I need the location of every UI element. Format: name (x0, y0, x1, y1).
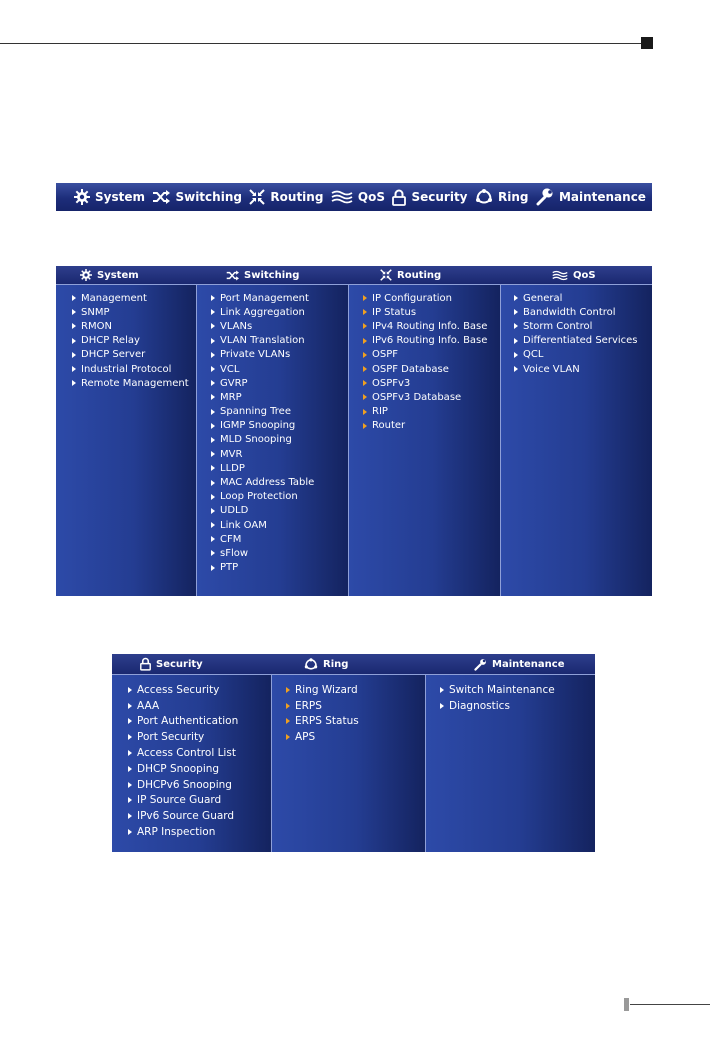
nav-maintenance[interactable] (536, 188, 646, 206)
menu-item[interactable] (211, 305, 348, 319)
menu-item-label: VCL (220, 363, 240, 375)
menu-item[interactable] (211, 405, 348, 419)
menu-item-label: SNMP (81, 306, 110, 318)
arrow-right-icon (128, 734, 132, 740)
nav-label: Ring (497, 190, 529, 204)
menu-item[interactable] (363, 405, 500, 419)
nav-label: Maintenance (558, 190, 646, 204)
menu-item[interactable] (211, 561, 348, 575)
arrow-right-icon (211, 508, 215, 514)
main-navbar (56, 183, 652, 211)
panel-header (56, 266, 652, 285)
arrow-right-icon (128, 703, 132, 709)
menu-item-label: IP Source Guard (137, 794, 222, 807)
arrow-right-icon (514, 295, 518, 301)
menu-item[interactable] (440, 698, 595, 714)
header-square-marker (641, 37, 653, 49)
arrow-right-icon (128, 782, 132, 788)
menu-item-label: Differentiated Services (523, 335, 638, 347)
menu-item-label: DHCP Relay (81, 335, 140, 347)
arrow-right-icon (440, 703, 444, 709)
security-menu-list (128, 675, 271, 840)
header-maintenance[interactable] (474, 654, 565, 674)
menu-item-label: IP Status (372, 306, 417, 318)
wrench-icon (536, 188, 554, 206)
menu-item-label: GVRP (220, 377, 248, 389)
menu-item[interactable] (72, 319, 196, 333)
menu-item-label: Private VLANs (220, 349, 291, 361)
header-label: QoS (573, 269, 596, 281)
footer-rule (630, 1004, 710, 1005)
menu-item-label: Port Management (220, 292, 309, 304)
menu-item[interactable] (72, 348, 196, 362)
menu-item-label: MLD Snooping (220, 434, 292, 446)
arrow-right-icon (211, 423, 215, 429)
menu-item[interactable] (211, 518, 348, 532)
menu-item-label: Link OAM (220, 519, 267, 531)
menu-panel-system-switching-routing-qos (56, 266, 652, 596)
arrow-right-icon (363, 409, 367, 415)
menu-item[interactable] (363, 305, 500, 319)
menu-item[interactable] (211, 433, 348, 447)
arrow-right-icon (211, 295, 215, 301)
arrow-right-icon (363, 380, 367, 386)
column-system (56, 285, 197, 596)
menu-item[interactable] (363, 362, 500, 376)
menu-item[interactable] (211, 447, 348, 461)
arrow-right-icon (363, 423, 367, 429)
menu-item[interactable] (211, 334, 348, 348)
arrow-right-icon (211, 394, 215, 400)
menu-item-label: Storm Control (523, 320, 593, 332)
arrow-right-icon (72, 338, 76, 344)
arrow-right-icon (211, 352, 215, 358)
arrow-right-icon (211, 409, 215, 415)
nav-label: Routing (270, 190, 324, 204)
system-menu-list (72, 285, 196, 390)
menu-item-label: ERPS (295, 699, 322, 712)
menu-item[interactable] (363, 319, 500, 333)
menu-item-label: Management (81, 292, 147, 304)
menu-item-label: AAA (137, 699, 160, 712)
column-switching (197, 285, 349, 596)
arrow-right-icon (286, 687, 290, 693)
arrow-right-icon (211, 380, 215, 386)
menu-item[interactable] (128, 824, 271, 840)
menu-item[interactable] (211, 532, 348, 546)
gear-icon (80, 269, 92, 281)
menu-item[interactable] (128, 777, 271, 793)
arrow-right-icon (72, 323, 76, 329)
switching-menu-list (211, 285, 348, 575)
arrow-right-icon (72, 366, 76, 372)
menu-item-label: Link Aggregation (220, 306, 305, 318)
arrow-right-icon (211, 338, 215, 344)
qos-menu-list (514, 285, 652, 376)
menu-item[interactable] (286, 698, 425, 714)
menu-item-label: CFM (220, 533, 242, 545)
arrow-right-icon (211, 465, 215, 471)
menu-item[interactable] (514, 348, 652, 362)
arrow-right-icon (211, 437, 215, 443)
menu-item-label: Port Security (137, 731, 205, 744)
arrow-right-icon (128, 829, 132, 835)
nav-label: Switching (175, 190, 242, 204)
header-system[interactable] (80, 266, 139, 284)
arrow-right-icon (72, 309, 76, 315)
menu-item-label: OSPF (372, 349, 399, 361)
panel-header (112, 654, 595, 675)
maintenance-menu-list (440, 675, 595, 714)
menu-item[interactable] (128, 761, 271, 777)
header-label: Security (156, 658, 203, 670)
header-qos[interactable] (552, 266, 596, 284)
menu-item[interactable] (363, 376, 500, 390)
menu-item[interactable] (211, 376, 348, 390)
arrow-right-icon (286, 718, 290, 724)
header-security[interactable] (140, 654, 203, 674)
menu-item[interactable] (286, 682, 425, 698)
column-ring (272, 675, 426, 852)
menu-item-label: LLDP (220, 462, 245, 474)
arrow-right-icon (211, 494, 215, 500)
menu-item-label: IPv4 Routing Info. Base (372, 320, 488, 332)
menu-item-label: Spanning Tree (220, 406, 291, 418)
header-label: Maintenance (492, 658, 565, 670)
menu-item-label: Router (372, 420, 406, 432)
arrow-right-icon (128, 813, 132, 819)
menu-item-label: Access Control List (137, 747, 236, 760)
arrow-right-icon (363, 323, 367, 329)
arrow-right-icon (211, 323, 215, 329)
arrow-right-icon (440, 687, 444, 693)
arrow-right-icon (211, 480, 215, 486)
arrow-right-icon (72, 352, 76, 358)
menu-item-label: DHCP Snooping (137, 762, 220, 775)
arrows-cross-icon (226, 270, 239, 281)
arrow-right-icon (128, 750, 132, 756)
menu-item-label: OSPFv3 (372, 377, 411, 389)
menu-item[interactable] (211, 490, 348, 504)
menu-item[interactable] (128, 808, 271, 824)
header-label: Switching (244, 269, 300, 281)
arrow-right-icon (286, 703, 290, 709)
menu-item[interactable] (211, 419, 348, 433)
header-label: System (97, 269, 139, 281)
menu-item-label: Voice VLAN (523, 363, 580, 375)
menu-item-label: Access Security (137, 683, 220, 696)
gear-icon (74, 189, 90, 205)
arrow-right-icon (363, 309, 367, 315)
arrow-right-icon (211, 309, 215, 315)
menu-item-label: PTP (220, 562, 239, 574)
menu-item-label: RMON (81, 320, 112, 332)
menu-item[interactable] (211, 475, 348, 489)
lock-icon (140, 657, 151, 671)
nav-label: Security (411, 190, 468, 204)
ring-icon (304, 658, 318, 671)
menu-item[interactable] (363, 390, 500, 404)
nav-qos[interactable] (331, 190, 385, 204)
menu-item[interactable] (72, 334, 196, 348)
menu-item[interactable] (363, 348, 500, 362)
menu-panel-security-ring-maintenance (112, 654, 595, 852)
arrow-right-icon (286, 734, 290, 740)
column-security (112, 675, 272, 852)
header-rule (0, 43, 644, 44)
menu-item-label: Ring Wizard (295, 683, 358, 696)
arrow-right-icon (363, 338, 367, 344)
menu-item[interactable] (128, 698, 271, 714)
menu-item[interactable] (211, 390, 348, 404)
arrow-right-icon (72, 380, 76, 386)
arrows-cross-icon (152, 190, 170, 204)
menu-item[interactable] (514, 334, 652, 348)
arrow-right-icon (128, 797, 132, 803)
menu-item-label: Remote Management (81, 377, 189, 389)
menu-item-label: MAC Address Table (220, 477, 315, 489)
menu-item[interactable] (128, 793, 271, 809)
nav-system[interactable] (74, 189, 145, 205)
menu-item[interactable] (128, 729, 271, 745)
menu-item-label: MRP (220, 391, 242, 403)
ring-menu-list (286, 675, 425, 745)
menu-item[interactable] (128, 714, 271, 730)
arrow-right-icon (514, 352, 518, 358)
menu-item[interactable] (72, 376, 196, 390)
footer-marker (624, 998, 629, 1011)
arrow-right-icon (128, 718, 132, 724)
menu-item[interactable] (286, 729, 425, 745)
menu-item[interactable] (211, 461, 348, 475)
arrow-right-icon (211, 565, 215, 571)
arrow-right-icon (211, 550, 215, 556)
arrow-right-icon (211, 451, 215, 457)
nav-security[interactable] (392, 189, 467, 206)
ring-icon (475, 189, 493, 205)
menu-item-label: RIP (372, 406, 388, 418)
menu-item-label: UDLD (220, 505, 249, 517)
menu-item[interactable] (514, 305, 652, 319)
arrow-right-icon (363, 295, 367, 301)
waves-icon (331, 190, 353, 204)
menu-item[interactable] (514, 319, 652, 333)
menu-item[interactable] (363, 291, 500, 305)
menu-item[interactable] (211, 546, 348, 560)
menu-item[interactable] (440, 682, 595, 698)
nav-ring[interactable] (475, 189, 529, 205)
menu-item[interactable] (363, 334, 500, 348)
nav-switching[interactable] (152, 190, 241, 204)
arrow-right-icon (211, 366, 215, 372)
menu-item[interactable] (72, 291, 196, 305)
arrow-right-icon (514, 338, 518, 344)
arrow-right-icon (211, 536, 215, 542)
waves-icon (552, 270, 568, 281)
menu-item[interactable] (514, 362, 652, 376)
menu-item-label: DHCPv6 Snooping (137, 778, 232, 791)
arrow-right-icon (128, 687, 132, 693)
menu-item-label: MVR (220, 448, 243, 460)
menu-item-label: VLAN Translation (220, 335, 305, 347)
menu-item-label: QCL (523, 349, 544, 361)
menu-item[interactable] (211, 319, 348, 333)
wrench-icon (474, 658, 487, 671)
menu-item-label: VLANs (220, 320, 253, 332)
menu-item-label: Loop Protection (220, 491, 298, 503)
menu-item-label: OSPFv3 Database (372, 391, 462, 403)
header-label: Routing (397, 269, 442, 281)
menu-item-label: sFlow (220, 547, 249, 559)
menu-item-label: OSPF Database (372, 363, 449, 375)
menu-item-label: Diagnostics (449, 699, 510, 712)
menu-item[interactable] (211, 362, 348, 376)
menu-item[interactable] (211, 504, 348, 518)
arrow-right-icon (363, 352, 367, 358)
menu-item-label: ERPS Status (295, 715, 359, 728)
arrows-compress-icon (380, 269, 392, 281)
header-switching[interactable] (226, 266, 299, 284)
column-routing (349, 285, 501, 596)
menu-item-label: DHCP Server (81, 349, 146, 361)
header-label: Ring (323, 658, 349, 670)
routing-menu-list (363, 285, 500, 433)
menu-item[interactable] (211, 291, 348, 305)
menu-item-label: Bandwidth Control (523, 306, 616, 318)
header-ring[interactable] (304, 654, 348, 674)
arrow-right-icon (363, 366, 367, 372)
menu-item-label: IPv6 Routing Info. Base (372, 335, 488, 347)
column-maintenance (426, 675, 595, 852)
menu-item-label: General (523, 292, 563, 304)
header-routing[interactable] (380, 266, 441, 284)
menu-item-label: ARP Inspection (137, 826, 216, 839)
menu-item-label: APS (295, 731, 316, 744)
nav-routing[interactable] (249, 189, 323, 205)
menu-item[interactable] (128, 745, 271, 761)
menu-item[interactable] (514, 291, 652, 305)
menu-item-label: Port Authentication (137, 715, 239, 728)
lock-icon (392, 189, 406, 206)
arrow-right-icon (128, 766, 132, 772)
menu-item-label: IPv6 Source Guard (137, 810, 235, 823)
menu-item-label: Industrial Protocol (81, 363, 172, 375)
menu-item[interactable] (363, 419, 500, 433)
arrow-right-icon (211, 522, 215, 528)
arrows-compress-icon (249, 189, 265, 205)
nav-label: System (95, 190, 145, 204)
nav-label: QoS (357, 190, 385, 204)
menu-item[interactable] (211, 348, 348, 362)
arrow-right-icon (514, 323, 518, 329)
menu-item-label: IGMP Snooping (220, 420, 296, 432)
arrow-right-icon (514, 309, 518, 315)
menu-item[interactable] (286, 714, 425, 730)
menu-item[interactable] (72, 362, 196, 376)
column-qos (501, 285, 652, 596)
menu-item-label: IP Configuration (372, 292, 452, 304)
menu-item-label: Switch Maintenance (449, 683, 555, 696)
menu-item[interactable] (128, 682, 271, 698)
arrow-right-icon (72, 295, 76, 301)
arrow-right-icon (363, 394, 367, 400)
arrow-right-icon (514, 366, 518, 372)
menu-item[interactable] (72, 305, 196, 319)
